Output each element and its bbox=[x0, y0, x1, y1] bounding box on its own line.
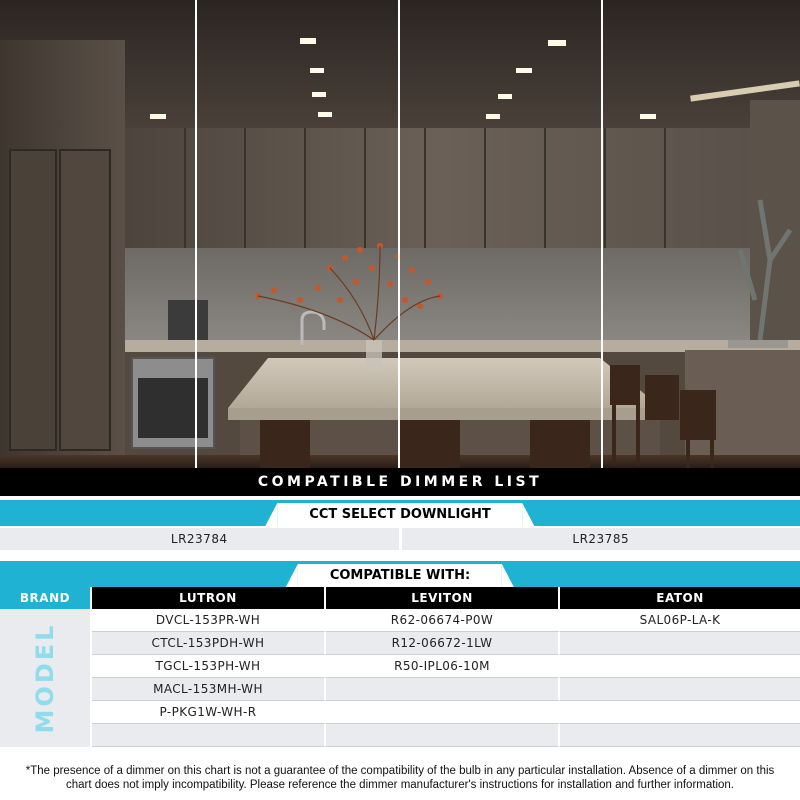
table-cell: TGCL-153PH-WH bbox=[92, 655, 326, 678]
table-cell: P-PKG1W-WH-R bbox=[92, 701, 326, 724]
table-cell: MACL-153MH-WH bbox=[92, 678, 326, 701]
brand-header-lutron: LUTRON bbox=[92, 587, 326, 609]
table-row bbox=[92, 724, 800, 747]
table-cell bbox=[560, 701, 800, 724]
model-label: MODEL bbox=[31, 622, 59, 734]
table-cell bbox=[560, 724, 800, 747]
table-cell bbox=[92, 724, 326, 747]
dimmer-table bbox=[0, 587, 800, 747]
table-row bbox=[92, 632, 800, 655]
table-cell bbox=[326, 701, 560, 724]
table-cell: DVCL-153PR-WH bbox=[92, 609, 326, 632]
table-row bbox=[92, 655, 800, 678]
brand-header-eaton: EATON bbox=[560, 587, 800, 609]
table-row bbox=[92, 701, 800, 724]
table-cell: R62-06674-P0W bbox=[326, 609, 560, 632]
table-cell bbox=[560, 678, 800, 701]
compat-section-header bbox=[0, 561, 800, 587]
table-cell bbox=[326, 678, 560, 701]
table-cell bbox=[560, 632, 800, 655]
product-model: LR23785 bbox=[402, 528, 800, 550]
product-section-title: CCT SELECT DOWNLIGHT bbox=[277, 503, 522, 526]
model-label-column bbox=[0, 609, 92, 747]
disclaimer-footnote: *The presence of a dimmer on this chart is not a guarantee of the compatibility of the bulb in any particular installation. Absence of a dimmer on this chart does not imply incompatibility. Please reference the dimmer manufacturer's instructions for installation and further information. bbox=[25, 765, 775, 791]
table-cell: SAL06P-LA-K bbox=[560, 609, 800, 632]
table-cell: R12-06672-1LW bbox=[326, 632, 560, 655]
table-row bbox=[92, 609, 800, 632]
table-header-row bbox=[0, 587, 800, 609]
table-cell: CTCL-153PDH-WH bbox=[92, 632, 326, 655]
compat-section-title: COMPATIBLE WITH: bbox=[298, 564, 502, 587]
product-section-header bbox=[0, 500, 800, 526]
table-row bbox=[92, 678, 800, 701]
brand-label: BRAND bbox=[0, 587, 92, 609]
table-cell: R50-IPL06-10M bbox=[326, 655, 560, 678]
table-cell bbox=[560, 655, 800, 678]
brand-header-leviton: LEVITON bbox=[326, 587, 560, 609]
product-models bbox=[0, 528, 800, 550]
product-model: LR23784 bbox=[0, 528, 399, 550]
table-cell bbox=[326, 724, 560, 747]
page-title: COMPATIBLE DIMMER LIST bbox=[0, 468, 800, 496]
